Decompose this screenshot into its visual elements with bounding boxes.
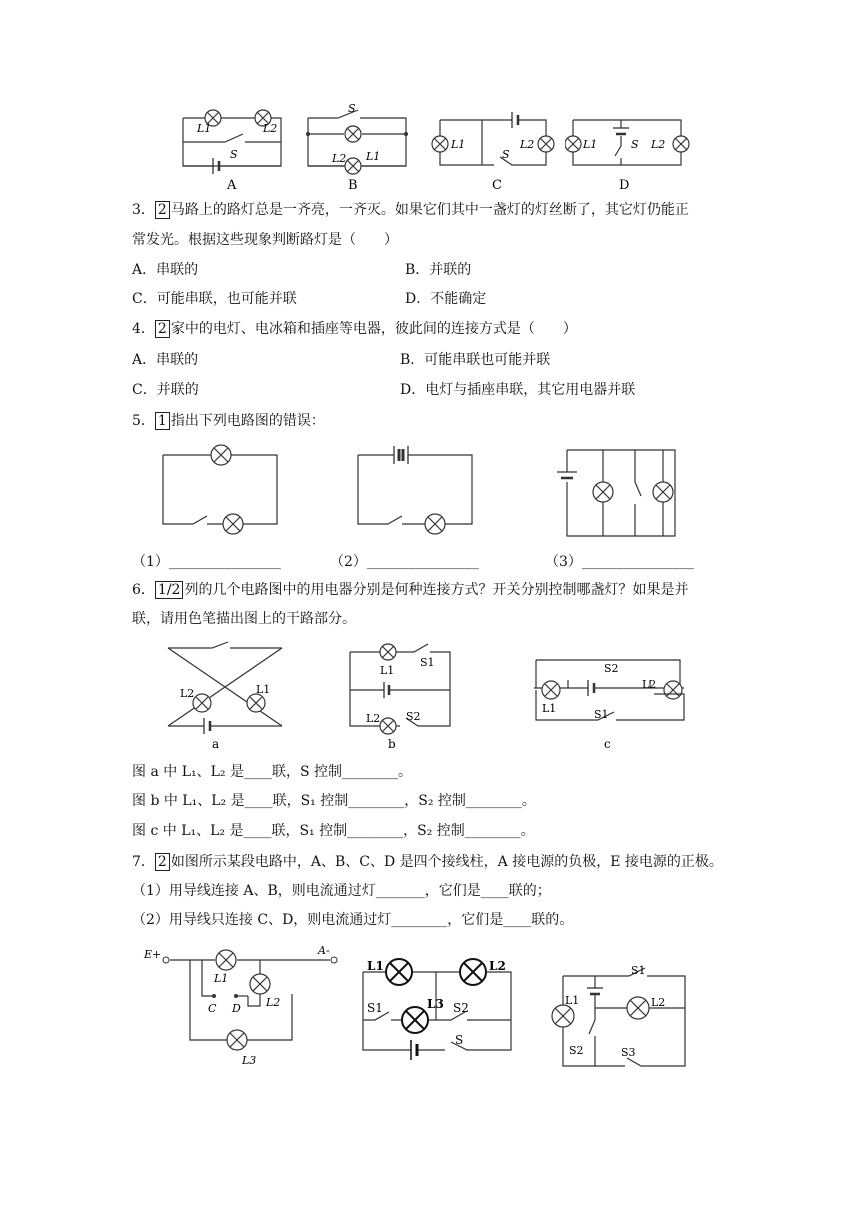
caption-c: C bbox=[492, 178, 502, 193]
q6-circuit-a bbox=[160, 640, 290, 752]
label-l3: L3 bbox=[242, 1054, 257, 1065]
q5-blank-2[interactable]: （2）________________ bbox=[330, 554, 479, 570]
label-l2: L2 bbox=[489, 959, 506, 973]
label-l1: L1 bbox=[367, 959, 384, 973]
q5-blank-1[interactable]: （1）________________ bbox=[132, 554, 281, 570]
label-l1: L1 bbox=[565, 994, 580, 1007]
q3-stem: 3． 2 马路上的路灯总是一齐亮，一齐灭。如果它们其中一盏灯的灯丝断了，其它灯仍能正 bbox=[132, 202, 689, 218]
label-l2: L2 bbox=[180, 687, 195, 700]
label-s1: S1 bbox=[420, 656, 435, 669]
label-s2: S2 bbox=[604, 662, 619, 675]
caption-b: B bbox=[348, 178, 358, 193]
q6-circuit-c bbox=[530, 650, 690, 754]
score-box: 1 bbox=[155, 412, 170, 430]
label-s2: S2 bbox=[453, 1001, 469, 1015]
score-box: 2 bbox=[155, 201, 170, 219]
q6-stem-line2: 联，请用色笔描出图上的干路部分。 bbox=[132, 611, 356, 627]
label-a: A- bbox=[318, 944, 330, 957]
q7-stem: 7． 2 如图所示某段电路中，A、B、C、D 是四个接线柱，A 接电源的负极，E 接电源的正极。 bbox=[132, 854, 723, 870]
label-l2: L2 bbox=[642, 678, 657, 691]
label-d: D bbox=[232, 1002, 241, 1015]
q5-circuit-2 bbox=[350, 438, 480, 543]
label-l1: L1 bbox=[451, 138, 466, 151]
label-l2: L2 bbox=[520, 138, 535, 151]
q4-stem: 4． 2 家中的电灯、电冰箱和插座等电器，彼此间的连接方式是（ ） bbox=[132, 321, 577, 337]
label-s1: S1 bbox=[367, 1001, 383, 1015]
caption-a: a bbox=[212, 737, 220, 751]
label-l2: L2 bbox=[263, 122, 278, 135]
label-c: C bbox=[208, 1002, 217, 1015]
q3-option-d: D．不能确定 bbox=[405, 291, 487, 307]
label-s: S bbox=[348, 102, 356, 115]
label-l2: L2 bbox=[266, 996, 281, 1009]
q5-circuit-1 bbox=[155, 438, 285, 543]
q5-blank-3[interactable]: （3）________________ bbox=[545, 554, 694, 570]
q7-sub-2[interactable]: （2）用导线只连接 C、D，则电流通过灯________，它们是____联的。 bbox=[132, 912, 574, 928]
q4-option-d: D．电灯与插座串联，其它用电器并联 bbox=[400, 382, 636, 398]
score-box: 2 bbox=[155, 853, 170, 871]
label-l1: L1 bbox=[214, 972, 229, 985]
q6-circuit-b bbox=[340, 640, 460, 752]
circuit-d bbox=[565, 100, 690, 195]
circuit-a bbox=[175, 100, 290, 195]
q7-circuit-1 bbox=[140, 940, 340, 1065]
caption-a: A bbox=[227, 178, 237, 193]
caption-d: D bbox=[619, 178, 630, 193]
q6-fill-a[interactable]: 图 a 中 L₁、L₂ 是____联，S 控制________。 bbox=[132, 764, 413, 780]
q3-option-a: A．串联的 bbox=[132, 262, 199, 278]
label-s1: S1 bbox=[631, 964, 646, 977]
q6-fill-c[interactable]: 图 c 中 L₁、L₂ 是____联，S₁ 控制________，S₂ 控制________。 bbox=[132, 823, 535, 839]
label-l2: L2 bbox=[366, 712, 381, 725]
score-box: 1/2 bbox=[155, 581, 184, 599]
label-s: S bbox=[230, 148, 238, 161]
label-l1: L1 bbox=[366, 150, 381, 163]
label-e: E+ bbox=[144, 948, 162, 961]
q4-option-b: B．可能串联也可能并联 bbox=[400, 352, 551, 368]
caption-c: c bbox=[604, 737, 611, 751]
label-s: S bbox=[631, 138, 639, 151]
q5-circuit-3 bbox=[555, 438, 685, 543]
q6-fill-b[interactable]: 图 b 中 L₁、L₂ 是____联，S₁ 控制________，S₂ 控制________。 bbox=[132, 793, 536, 809]
q4-option-a: A．串联的 bbox=[132, 352, 199, 368]
label-l2: L2 bbox=[332, 152, 347, 165]
label-s1: S1 bbox=[594, 708, 609, 721]
label-s: S bbox=[502, 148, 510, 161]
circuit-c bbox=[430, 100, 560, 195]
label-s: S bbox=[455, 1033, 464, 1047]
label-s2: S2 bbox=[569, 1044, 584, 1057]
q5-stem: 5． 1 指出下列电路图的错误： bbox=[132, 413, 325, 429]
label-l1: L1 bbox=[197, 122, 212, 135]
q7-sub-1[interactable]: （1）用导线连接 A、B，则电流通过灯_______，它们是____联的； bbox=[132, 883, 551, 899]
label-l1: L1 bbox=[256, 683, 271, 696]
q6-stem: 6． 1/2 列的几个电路图中的用电器分别是何种连接方式？开关分别控制哪盏灯？如果是并 bbox=[132, 582, 689, 598]
caption-b: b bbox=[388, 737, 396, 751]
q3-option-c: C．可能串联，也可能并联 bbox=[132, 291, 297, 307]
q3-stem-line2: 常发光。根据这些现象判断路灯是（ ） bbox=[132, 232, 398, 248]
label-l2: L2 bbox=[651, 138, 666, 151]
circuit-b bbox=[300, 100, 415, 195]
label-s2: S2 bbox=[406, 710, 421, 723]
label-l1: L1 bbox=[380, 664, 395, 677]
q7-circuit-3 bbox=[545, 962, 695, 1074]
label-l2: L2 bbox=[651, 996, 666, 1009]
label-s3: S3 bbox=[621, 1046, 636, 1059]
q4-option-c: C．并联的 bbox=[132, 382, 199, 398]
q7-circuit-2 bbox=[355, 950, 520, 1060]
label-l1: L1 bbox=[583, 138, 598, 151]
label-l3: L3 bbox=[427, 997, 444, 1011]
label-l1: L1 bbox=[542, 702, 557, 715]
score-box: 2 bbox=[155, 320, 170, 338]
q3-option-b: B．并联的 bbox=[405, 262, 472, 278]
